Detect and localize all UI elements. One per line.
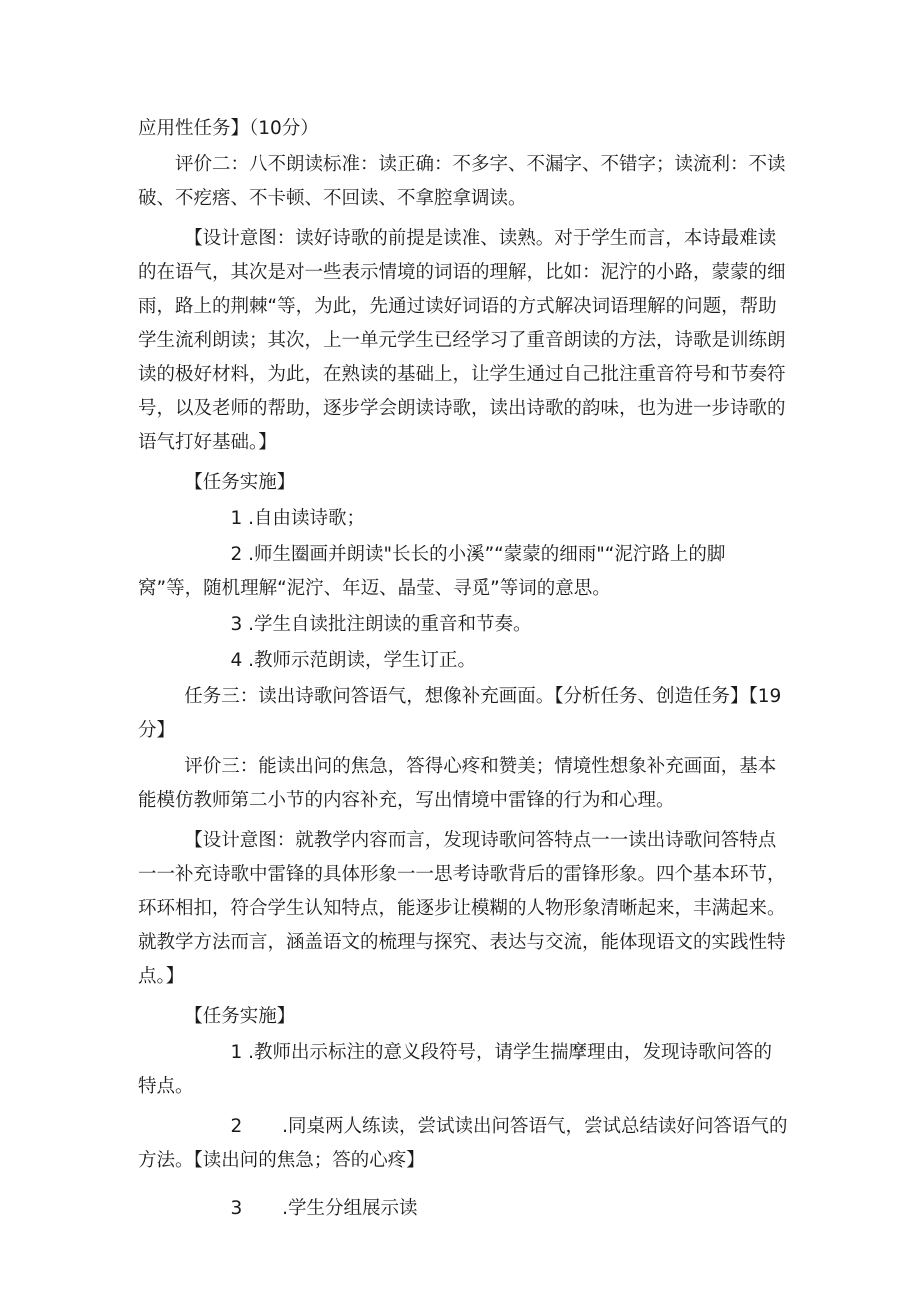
paragraph-design-intent-two: 【设计意图：就教学内容而言，发现诗歌问答特点一一读出诗歌问答特点一一补充诗歌中雷锋的具体形象一一思考诗歌背后的雷锋形象。四个基本环节，环环相扣，符合学生认知特点，能逐步让模糊的人物形象清晰起来，丰满起来。就教学方法而言，涵盖语文的梳理与探究、表达与交流，能体现语文的实践性特点。】	[138, 830, 786, 987]
list-item-step-1b	[138, 1036, 788, 1104]
list-item-number: 1	[230, 1042, 243, 1063]
list-item-text: .师生圈画并朗读"长长的小溪”“蒙蒙的细雨"“泥泞路上的脚窝”等，随机理解“泥泞、年迈、晶莹、寻觅”等词的意思。	[138, 544, 726, 599]
list-item-step-2	[138, 538, 788, 606]
heading-task-implementation-one: 【任务实施】	[184, 472, 296, 493]
list-item-number: 1	[230, 508, 243, 529]
list-item-text: .自由读诗歌；	[248, 508, 366, 529]
paragraph-evaluation-two: 评价二：八不朗读标准：读正确：不多字、不漏字、不错字；读流利：不读破、不疙瘩、不卡顿、不回读、不拿腔拿调读。	[138, 154, 786, 209]
list-item-text: .教师出示标注的意义段符号，请学生揣摩理由，发现诗歌问答的特点。	[138, 1042, 773, 1097]
list-item-text: .教师示范朗读，学生订正。	[248, 650, 477, 671]
list-item-number: 4	[230, 650, 243, 671]
list-item-number: 2	[230, 544, 243, 565]
list-item-number: 3	[230, 1198, 243, 1219]
list-item-text: .学生自读批注朗读的重音和节奏。	[248, 614, 532, 635]
list-item-text: .同桌两人练读，尝试读出问答语气，尝试总结读好问答语气的方法。【读出问的焦急；答的心疼】	[138, 1116, 788, 1171]
list-item-step-1	[138, 502, 788, 536]
list-item-step-3b	[138, 1192, 788, 1226]
paragraph-evaluation-three: 评价三：能读出问的焦急，答得心疼和赞美；情境性想象补充画面，基本能模仿教师第二小节的内容补充，写出情境中雷锋的行为和心理。	[138, 756, 777, 811]
heading-task-implementation-two: 【任务实施】	[184, 1006, 296, 1027]
list-item-step-3	[138, 608, 788, 642]
list-item-text: .学生分组展示读	[282, 1198, 418, 1219]
paragraph-task-title-continued: 应用性任务】（10分）	[138, 118, 319, 139]
list-item-step-4	[138, 644, 788, 678]
paragraph-task-three: 任务三：读出诗歌问答语气，想像补充画面。【分析任务、创造任务】【19分】	[138, 686, 782, 741]
list-item-number: 3	[230, 614, 243, 635]
paragraph-design-intent-one: 【设计意图：读好诗歌的前提是读准、读熟。对于学生而言，本诗最难读的在语气，其次是对一些表示情境的词语的理解，比如：泥泞的小路，蒙蒙的细雨，路上的荆棘“等，为此，先通过读好词语的方式解决词语理解的问题，帮助学生流利朗读；其次，上一单元学生已经学习了重音朗读的方法，诗歌是训练朗读的极好材料，为此，在熟读的基础上，让学生通过自己批注重音符号和节奏符号，以及老师的帮助，逐步学会朗读诗歌，读出诗歌的韵味，也为进一步诗歌的语气打好基础。】	[138, 228, 786, 453]
list-item-number: 2	[230, 1116, 243, 1137]
document-body	[138, 112, 788, 1226]
list-item-step-2b	[138, 1110, 788, 1178]
